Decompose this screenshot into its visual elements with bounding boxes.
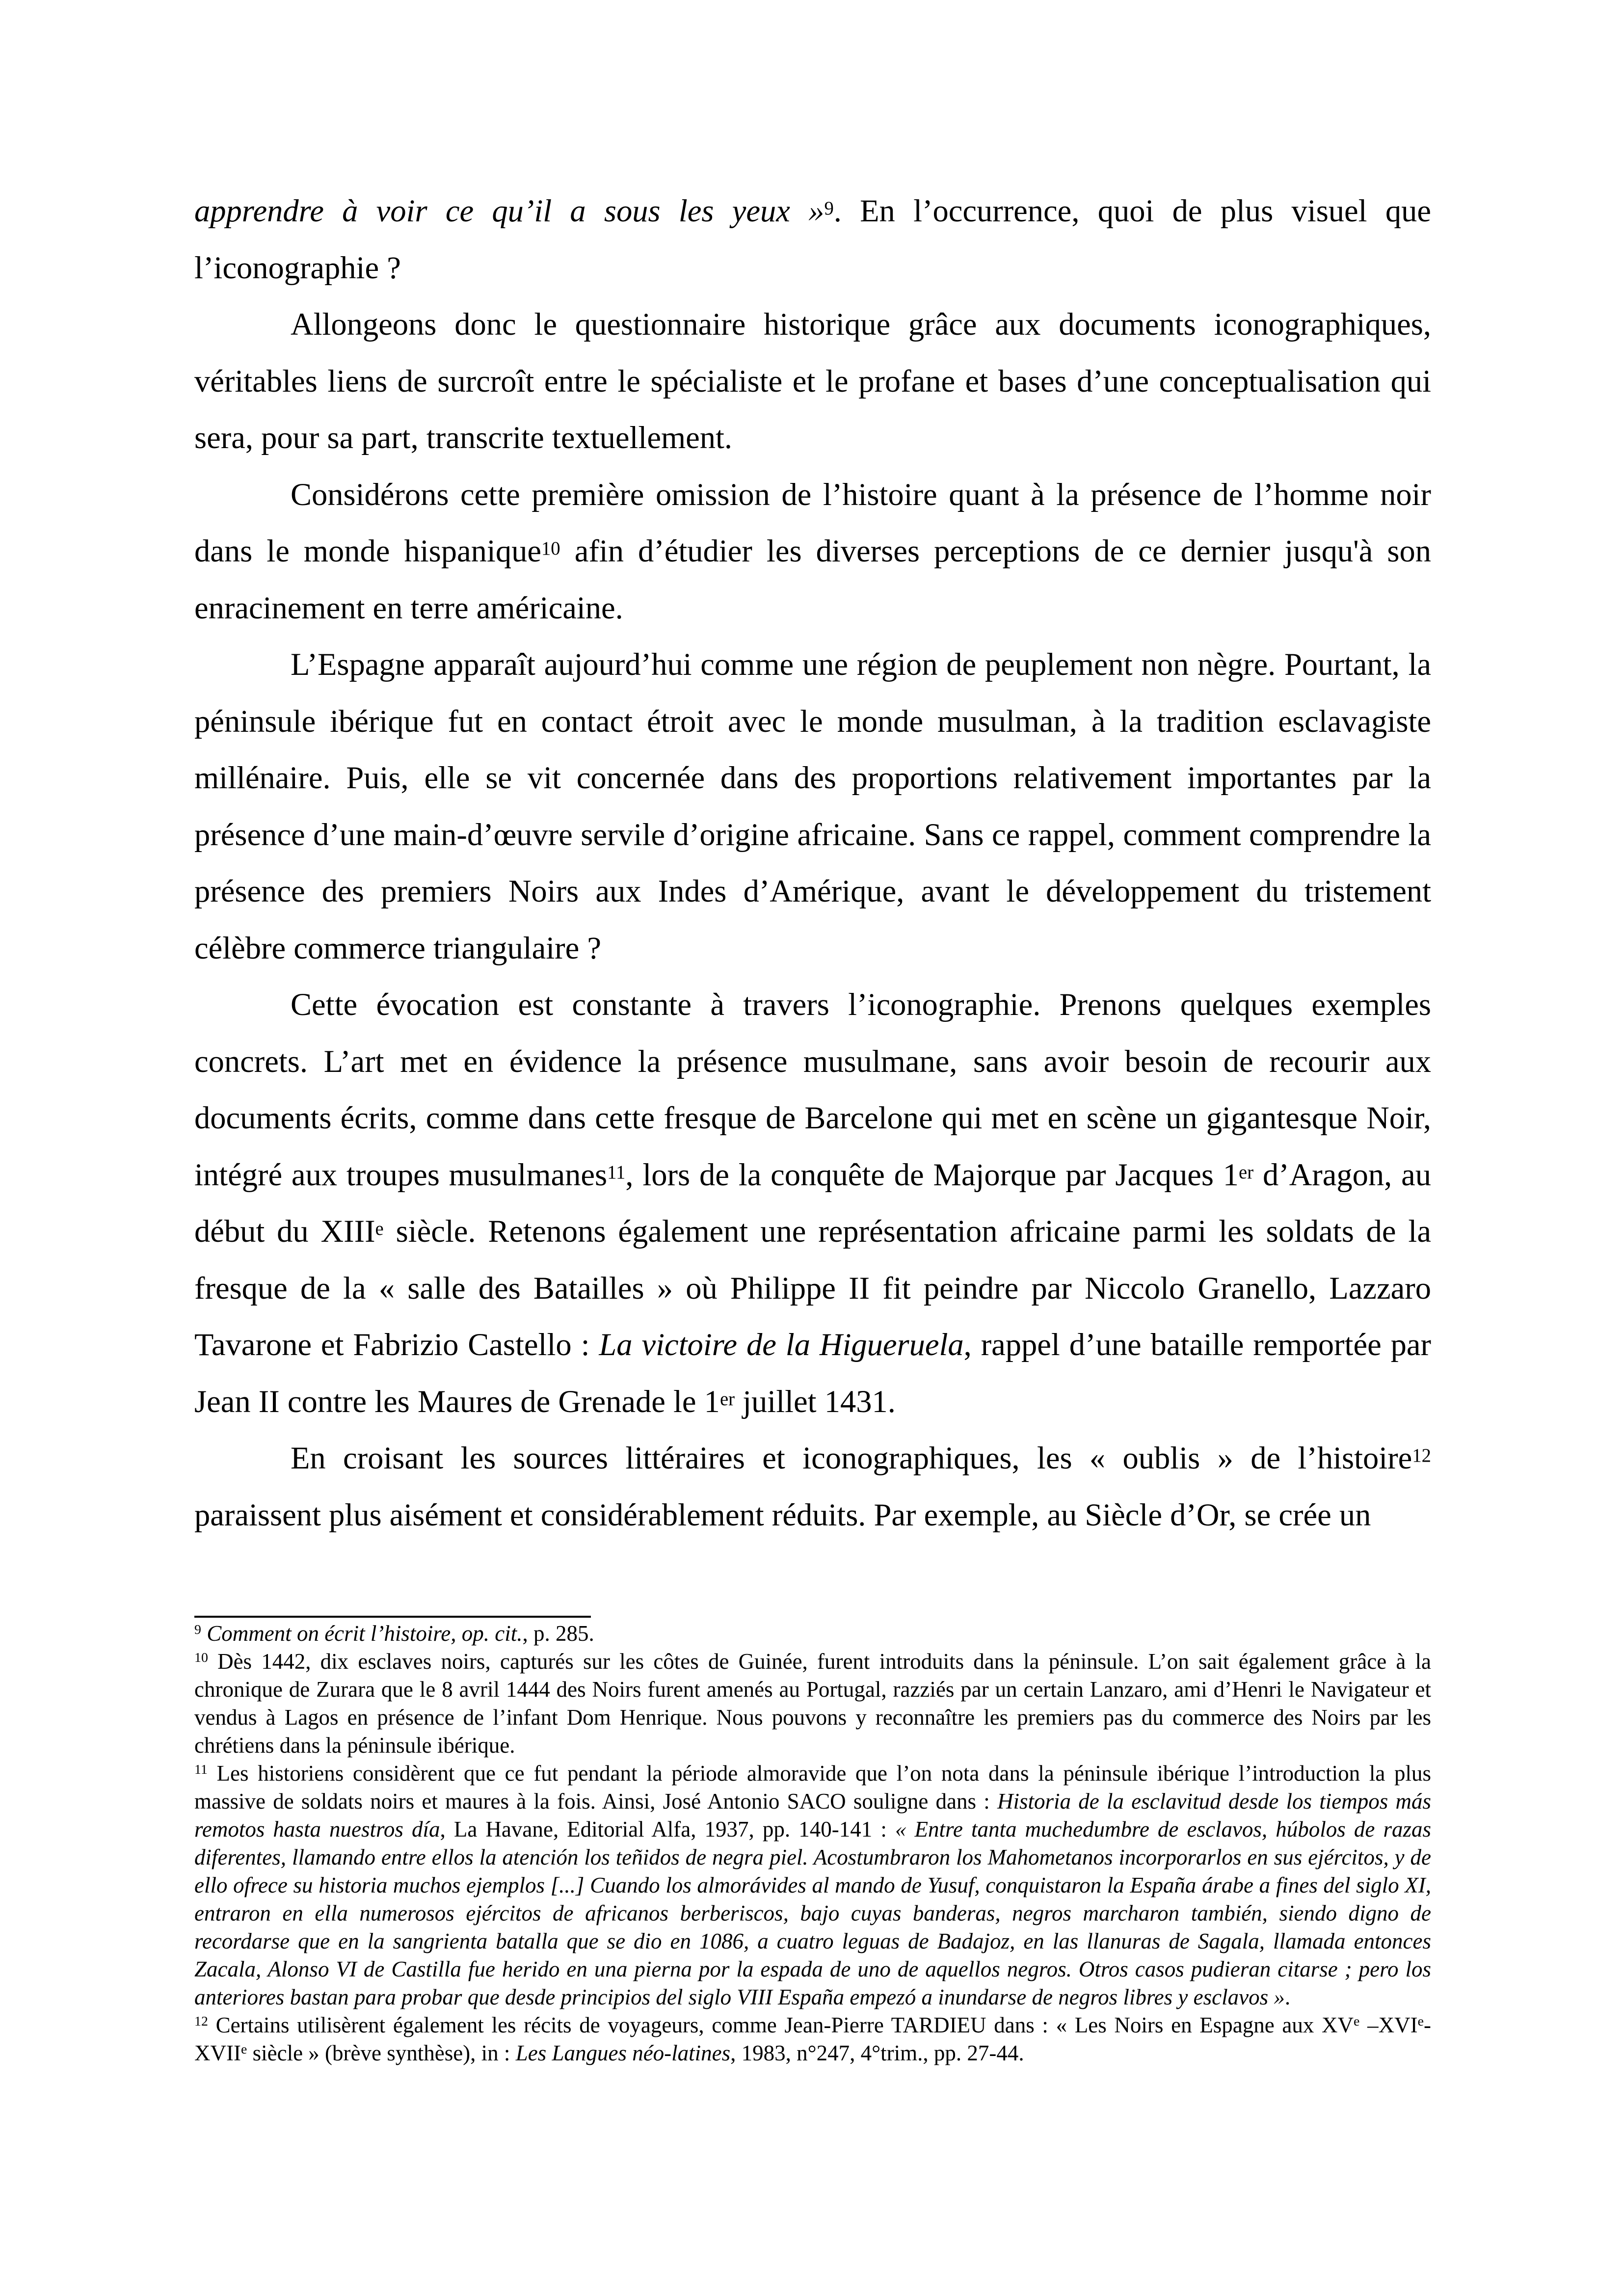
main-text: [194, 183, 1431, 1543]
footnote-separator: [194, 1616, 591, 1618]
footnotes: [194, 1620, 1431, 2067]
footnote-12: $^{12}$ Certains utilisèrent également les récits de voyageurs, comme Jean-Pierre TARDIEU dans : « Les Noirs en Espagne aux XVe –XVIe-XVIIe siècle » (brève synthèse), in : Les Langues néo-latines, 1983, n°247, 4°trim., pp. 27-44.: [194, 2013, 1431, 2065]
paragraph-3: Considérons cette première omission de l’histoire quant à la présence de l’homme noir dans le monde hispanique$^{10}$ afin d’étudier les diverses perceptions de ce dernier jusqu'à son enracinement en terre américaine.: [194, 477, 1431, 625]
journal-title: Les Langues néo-latines: [515, 2041, 731, 2065]
footnote-number: 9: [194, 1622, 201, 1638]
footnote-ref-12[interactable]: 12: [1412, 1445, 1431, 1467]
footnote-10: $^{10}$ Dès 1442, dix esclaves noirs, capturés sur les côtes de Guinée, furent introduits dans la péninsule. L’on sait également grâce à la chronique de Zurara que le 8 avril 1444 des Noirs furent amenés au Portugal, razziés par un certain Lanzaro, ami d’Henri le Navigateur et vendus à Lagos en présence de l’infant Dom Henrique. Nous pouvons y reconnaître les premiers pas du commerce des Noirs par les chrétiens dans la péninsule ibérique.: [194, 1649, 1431, 1758]
quotation: « Entre tanta muchedumbre de esclavos, húbolos de razas diferentes, llamando entre ellos la atención los teñidos de negra piel. Acostumbraron los Mahometanos incorporarlos en sus ejércitos, y de ello ofrece su historia muchos ejemplos [...] Cuando los almorávides al mando de Yusuf, conquistaron la España árabe a fines del siglo XI, entraron en ella numerosos ejércitos de africanos berberiscos, bajo cuyas banderas, negros marcharon también, siendo digno de recordarse que en la sangrienta batalla que se dio en 1086, a cuatro leguas de Badajoz, en las llanuras de Sagala, llamada entonces Zacala, Alonso VI de Castilla fue herido en una pierna por la espada de uno de aquellos negros. Otros casos pudieran citarse ; pero los anteriores bastan para probar que desde principios del siglo VIII España empezó a inundarse de negros libres y esclavos »: [194, 1817, 1432, 2009]
paragraph-4: L’Espagne apparaît aujourd’hui comme une région de peuplement non nègre. Pourtant, la péninsule ibérique fut en contact étroit avec le monde musulman, à la tradition esclavagiste millénaire. Puis, elle se vit concernée dans des proportions relativement importantes par la présence d’une main-d’œuvre servile d’origine africaine. Sans ce rappel, comment comprendre la présence des premiers Noirs aux Indes d’Amérique, avant le développement du tristement célèbre commerce triangulaire ?: [194, 647, 1431, 965]
footnote-ref-10[interactable]: 10: [541, 538, 560, 560]
paragraph-5: Cette évocation est constante à travers l’iconographie. Prenons quelques exemples concrets. L’art met en évidence la présence musulmane, sans avoir besoin de recourir aux documents écrits, comme dans cette fresque de Barcelone qui met en scène un gigantesque Noir, intégré aux troupes musulmanes$^{11}$, lors de la conquête de Majorque par Jacques 1er d’Aragon, au début du XIIIe siècle. Retenons également une représentation africaine parmi les soldats de la fresque de la « salle des Batailles » où Philippe II fit peindre par Niccolo Granello, Lazzaro Tavarone et Fabrizio Castello : La victoire de la Higueruela, rappel d’une bataille remportée par Jean II contre les Maures de Grenade le 1er juillet 1431.: [194, 987, 1431, 1419]
century-superscript: e: [375, 1219, 384, 1240]
footnote-number: 11: [194, 1762, 208, 1778]
footnote-11: $^{11}$ Les historiens considèrent que ce fut pendant la période almoravide que l’on nota dans la péninsule ibérique l’introduction la plus massive de soldats noirs et maures à la fois. Ainsi, José Antonio SACO souligne dans : Historia de la esclavitud desde los tiempos más remotos hasta nuestros día, La Havane, Editorial Alfa, 1937, pp. 140-141 : « Entre tanta muchedumbre de esclavos, húbolos de razas diferentes, llamando entre ellos la atención los teñidos de negra piel. Acostumbraron los Mahometanos incorporarlos en sus ejércitos, y de ello ofrece su historia muchos ejemplos [...] Cuando los almorávides al mando de Yusuf, conquistaron la España árabe a fines del siglo XI, entraron en ella numerosos ejércitos de africanos berberiscos, bajo cuyas banderas, negros marcharon también, siendo digno de recordarse que en la sangrienta batalla que se dio en 1086, a cuatro leguas de Badajoz, en las llanuras de Sagala, llamada entonces Zacala, Alonso VI de Castilla fue herido en una pierna por la espada de uno de aquellos negros. Otros casos pudieran citarse ; pero los anteriores bastan para probar que desde principios del siglo VIII España empezó a inundarse de negros libres y esclavos ».: [194, 1761, 1432, 2009]
paragraph-2: Allongeons donc le questionnaire historique grâce aux documents iconographiques, véritables liens de surcroît entre le spécialiste et le profane et bases d’une conceptualisation qui sera, pour sa part, transcrite textuellement.: [194, 307, 1431, 455]
footnote-ref-11[interactable]: 11: [607, 1162, 626, 1183]
artwork-title: La victoire de la Higueruela: [599, 1327, 964, 1362]
ordinal-superscript: er: [719, 1388, 735, 1410]
paragraph-6: En croisant les sources littéraires et iconographiques, les « oublis » de l’histoire$^{12}$ paraissent plus aisément et considérablement réduits. Par exemple, au Siècle d’Or, se crée un: [194, 1441, 1431, 1532]
footnote-ref-9[interactable]: 9: [824, 198, 834, 219]
ordinal-superscript: er: [1239, 1162, 1254, 1183]
footnote-9: $^9$ Comment on écrit l’histoire, op. cit., p. 285.: [194, 1621, 594, 1646]
paragraph-1: apprendre à voir ce qu’il a sous les yeux »$^9$. En l’occurrence, quoi de plus visuel que l’iconographie ?: [194, 193, 1431, 285]
footnote-number: 10: [194, 1650, 208, 1666]
footnote-number: 12: [194, 2014, 208, 2029]
